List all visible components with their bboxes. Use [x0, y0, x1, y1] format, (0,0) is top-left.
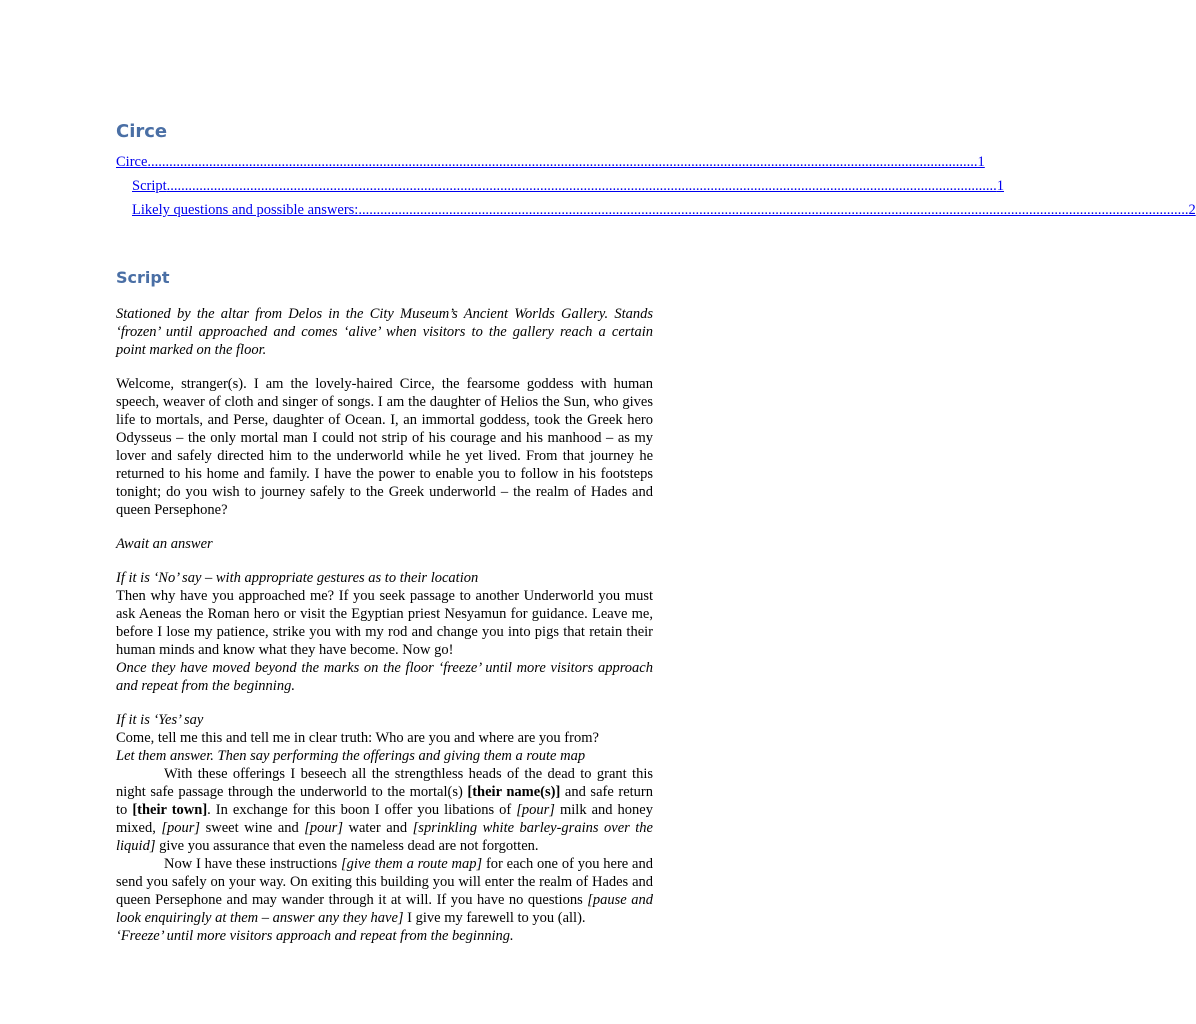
text-run: milk and honey mixed, [116, 802, 653, 836]
action-cue: [pour] [304, 820, 343, 836]
action-cue: [pause and look enquiringly at them – answer any they have] [116, 892, 653, 926]
text-run: Now I have these instructions [164, 856, 341, 872]
text-run: . In exchange for this boon I offer you libations of [207, 802, 517, 818]
toc-dot-leader: ..................................................................................................................................................................................................................................... [166, 178, 997, 194]
text-run: water and [342, 820, 413, 836]
section-heading-script: Script [116, 268, 170, 287]
toc-dot-leader: ..................................................................................................................................................................................................................................... [358, 202, 1189, 218]
toc-entry-label: Likely questions and possible answers: [132, 202, 359, 218]
text-run: give you assurance that even the nameless dead are not forgotten. [155, 838, 539, 854]
stage-direction-await: Await an answer [116, 536, 213, 552]
stage-direction-freeze-yes: ‘Freeze’ until more visitors approach and repeat from the beginning. [116, 928, 514, 944]
yes-question-speech: Come, tell me this and tell me in clear truth: Who are you and where are you from? [116, 730, 599, 746]
instructions-speech [116, 855, 653, 927]
toc-page-number: 2 [1188, 202, 1196, 218]
stage-direction-intro: Stationed by the altar from Delos in the City Museum’s Ancient Worlds Gallery. Stands ‘frozen’ until approached and comes ‘alive’ when visitors to the gallery reach a certain point marked on the floor. [116, 306, 653, 358]
stage-direction-yes: If it is ‘Yes’ say [116, 712, 204, 728]
document-title: Circe [116, 121, 168, 142]
no-answer-speech: Then why have you approached me? If you seek passage to another Underworld you must ask Aeneas the Roman hero or visit the Egyptian priest Nesyamun for guidance. Leave me, before I lose my patience, strike you with my rod and change you into pigs that retain their human minds and know what they have become. Now go! [116, 588, 653, 658]
placeholder-town: [their town] [132, 802, 208, 818]
toc-entry-circe[interactable] [116, 148, 985, 172]
text-run: I give my farewell to you (all). [403, 910, 586, 926]
action-cue: [sprinkling white barley-grains over the liquid] [116, 820, 653, 854]
toc-page-number: 1 [977, 154, 985, 170]
toc-entry-script[interactable] [132, 172, 1005, 196]
script-body [116, 305, 653, 945]
stage-direction-freeze-no: Once they have moved beyond the marks on the floor ‘freeze’ until more visitors approach and repeat from the beginning. [116, 660, 653, 694]
welcome-speech: Welcome, stranger(s). I am the lovely-haired Circe, the fearsome goddess with human speech, weaver of cloth and singer of songs. I am the daughter of Helios the Sun, who gives life to mortals, and Perse, daughter of Ocean. I, an immortal goddess, took the Greek hero Odysseus – the only mortal man I could not strip of his courage and his manhood – as my lover and safely directed him to the underworld while he yet lived. From that journey he returned to his home and family. I have the power to enable you to follow in his footsteps tonight; do you wish to journey safely to the Greek underworld – the realm of Hades and queen Persephone? [116, 376, 653, 518]
toc-dot-leader: ..................................................................................................................................................................................................................................... [147, 154, 978, 170]
toc-entry-likely-questions[interactable] [132, 196, 1196, 220]
action-cue: [pour] [516, 802, 555, 818]
toc-page-number: 1 [996, 178, 1005, 194]
action-cue: [pour] [161, 820, 201, 836]
action-cue: [give them a route map] [340, 856, 483, 872]
placeholder-names: [their name(s)] [467, 784, 561, 800]
text-run: for each one of you here and send you safely on your way. On exiting this building you will enter the realm of Hades and queen Persephone and may wander through it at will. If you have no questions [116, 856, 653, 908]
toc-entry-label: Script [132, 178, 167, 194]
offerings-speech [116, 765, 653, 855]
text-run: sweet wine and [200, 820, 305, 836]
toc-entry-label: Circe [116, 154, 148, 170]
table-of-contents [116, 148, 1196, 220]
text-run: and safe return to [116, 784, 653, 818]
text-run: With these offerings I beseech all the strengthless heads of the dead to grant this night safe passage through the underworld to the mortal(s) [116, 766, 653, 800]
stage-direction-offerings: Let them answer. Then say performing the offerings and giving them a route map [116, 748, 586, 764]
stage-direction-no: If it is ‘No’ say – with appropriate gestures as to their location [116, 570, 479, 586]
